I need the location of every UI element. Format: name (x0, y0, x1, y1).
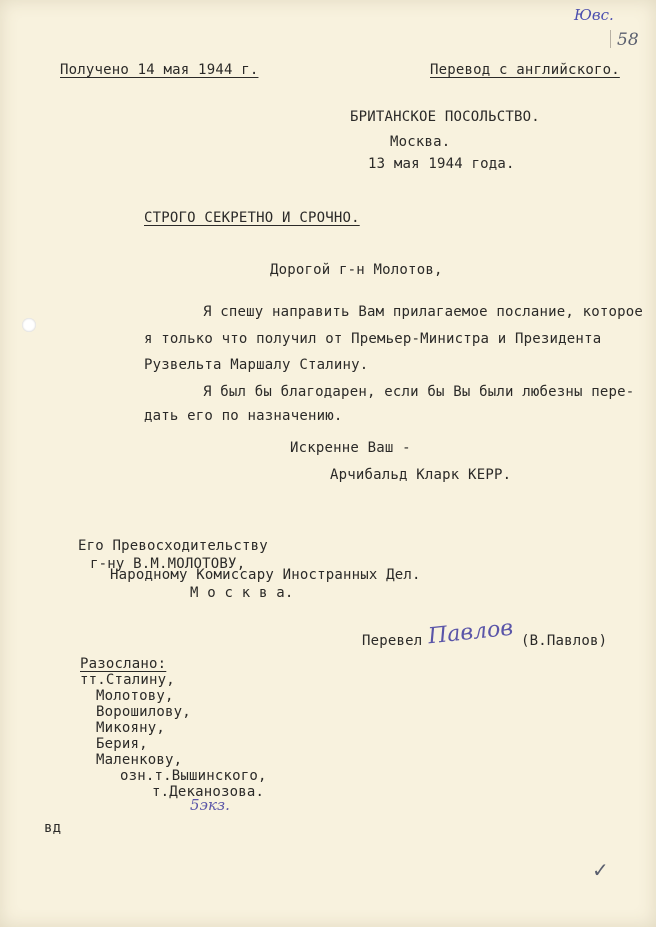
distribution-recipient: Маленкову, (96, 752, 183, 768)
received-date: Получено 14 мая 1944 г. (60, 62, 259, 78)
body-paragraph-1-line-2: я только что получил от Премьер-Министра и Президента (144, 331, 602, 347)
letter-date: 13 мая 1944 года. (368, 156, 515, 172)
body-paragraph-2-line-2: дать его по назначению. (144, 408, 343, 424)
translator-signature: Павлов (426, 615, 515, 650)
handwritten-copy-count: 5экз. (190, 796, 230, 814)
addressee-line-1: Его Превосходительству (78, 538, 268, 554)
distribution-for-info: озн.т.Вышинского, (120, 768, 267, 784)
translation-note: Перевод с английского. (430, 62, 620, 78)
embassy-name: БРИТАНСКОЕ ПОСОЛЬСТВО. (350, 109, 540, 125)
addressee-line-3: Народному Комиссару Иностранных Дел. (110, 567, 421, 583)
translator-label: Перевел (362, 633, 423, 649)
addressee-line-2: г-ну В.М.МОЛОТОВУ, (90, 556, 246, 572)
signatory-name: Арчибальд Кларк КЕРР. (330, 467, 512, 483)
body-paragraph-1-line-3: Рузвельта Маршалу Сталину. (144, 357, 369, 373)
distribution-recipient: Берия, (96, 736, 148, 752)
distribution-recipient: Микояну, (96, 720, 166, 736)
distribution-recipient: тт.Сталину, (80, 672, 175, 688)
embassy-city: Москва. (390, 134, 451, 150)
distribution-recipient: Ворошилову, (96, 704, 191, 720)
classification-label: СТРОГО СЕКРЕТНО И СРОЧНО. (144, 210, 360, 226)
addressee-line-4: М о с к в а. (190, 585, 294, 601)
typist-code: вд (44, 820, 62, 836)
distribution-heading: Разослано: (80, 656, 167, 672)
translator-name: (В.Павлов) (521, 633, 608, 649)
salutation: Дорогой г-н Молотов, (270, 262, 443, 278)
body-paragraph-1-line-1: Я спешу направить Вам прилагаемое послание, которое (203, 304, 644, 320)
hole-punch (22, 318, 36, 332)
checkmark-icon: ✓ (592, 858, 609, 882)
handwritten-initials: Ювс. (574, 6, 614, 24)
page-number: 58 (617, 30, 639, 50)
body-paragraph-2-line-1: Я был бы благодарен, если бы Вы были любезны пере- (203, 384, 635, 400)
distribution-recipient: Молотову, (96, 688, 174, 704)
distribution-for-info: т.Деканозова. (152, 784, 265, 800)
sign-off: Искренне Ваш - (290, 440, 411, 456)
